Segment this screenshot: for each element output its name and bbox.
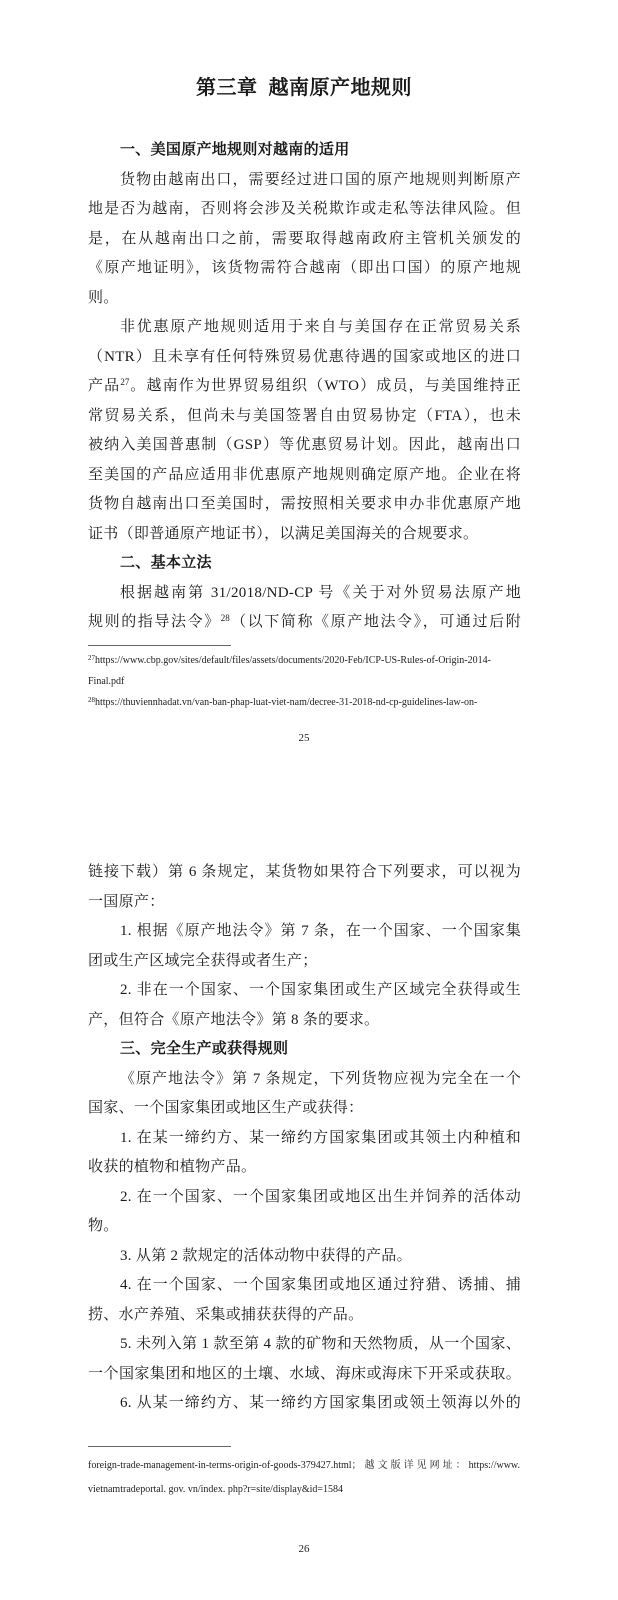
text-line: 链接下载）第 6 条规定，某货物如果符合下列要求，可以视为 xyxy=(88,864,521,880)
text-line: 则。 xyxy=(88,289,119,306)
footnote-url: https://thuviennhadat.vn/van-ban-phap-luat-viet-nam/decree-31-2018-nd-cp-guidelines-law-on- xyxy=(95,697,478,708)
line-text: 产品 xyxy=(88,378,121,394)
text-line: （NTR）且未享有任何特殊贸易优惠待遇的国家或地区的进口 xyxy=(88,348,521,365)
text-line: 捞、水产养殖、采集或捕获获得的产品。 xyxy=(88,1306,364,1323)
footnote-url: https://www.cbp.gov/sites/default/files/assets/documents/2020-Feb/ICP-US-Rules-of-Origin-2014- xyxy=(95,655,491,666)
footnote-ref-28: 28 xyxy=(220,613,230,623)
text-line: 被纳入美国普惠制（GSP）等优惠贸易计划。因此，越南出口 xyxy=(88,437,521,453)
text-line: 是，在从越南出口之前，需要取得越南政府主管机关颁发的 xyxy=(88,230,521,247)
page-number: 26 xyxy=(298,1543,310,1555)
footnote-mark: 27 xyxy=(88,654,95,662)
footnote-28-continued: foreign-trade-management-in-terms-origin-of-goods-379427.html；越文版详见网址：https://www. xyxy=(88,1460,520,1471)
list-item-3 xyxy=(88,1242,521,1272)
line-text: 规则的指导法令》 xyxy=(88,614,221,630)
text-line: 一个国家集团和地区的土壤、水域、海床或海床下开采或获取。 xyxy=(88,1365,521,1382)
text-line: 1. 在某一缔约方、某一缔约方国家集团或其领土内种植和 xyxy=(120,1129,521,1146)
line-text: 。越南作为世界贸易组织（WTO）成员，与美国维持正 xyxy=(129,378,521,394)
paragraph-2 xyxy=(88,313,521,549)
footnote-27-continued: Final.pdf xyxy=(88,676,125,687)
text-line: 收获的植物和植物产品。 xyxy=(88,1159,257,1175)
section-heading-3: 三、完全生产或获得规则 xyxy=(120,1041,289,1057)
text-line: 《原产地法令》第 7 条规定，下列货物应视为完全在一个 xyxy=(120,1070,521,1087)
page-body xyxy=(88,136,521,638)
footnotes xyxy=(88,650,520,713)
text-line: 证书（即普通原产地证书），以满足美国海关的合规要求。 xyxy=(88,525,479,542)
paragraph-3-continued xyxy=(88,858,521,917)
list-item-5 xyxy=(88,1330,521,1389)
section-heading-1: 一、美国原产地规则对越南的适用 xyxy=(120,142,350,158)
text-line: 非优惠原产地规则适用于来自与美国存在正常贸易关系 xyxy=(120,319,521,335)
text-line: 国家、一个国家集团或地区生产或获得： xyxy=(88,1100,364,1116)
page-body xyxy=(88,858,521,1419)
text-line: 2. 非在一个国家、一个国家集团或生产区域完全获得或生 xyxy=(120,982,521,998)
text-line: 物。 xyxy=(88,1218,119,1234)
paragraph-3 xyxy=(88,579,521,638)
text-line xyxy=(88,372,521,402)
page-number: 25 xyxy=(298,732,310,744)
page-26 xyxy=(0,780,618,1600)
list-item-2 xyxy=(88,1183,521,1242)
criteria-item-2 xyxy=(88,976,521,1035)
text-line xyxy=(88,608,521,638)
text-line: 产，但符合《原产地法令》第 8 条的要求。 xyxy=(88,1011,380,1028)
criteria-item-1 xyxy=(88,917,521,976)
page-25 xyxy=(0,0,618,780)
chapter-title: 第三章 越南原产地规则 xyxy=(196,77,412,99)
footnote-ref-27: 27 xyxy=(120,377,130,387)
footnotes xyxy=(88,1454,520,1502)
text-line: 3. 从第 2 款规定的活体动物中获得的产品。 xyxy=(120,1247,412,1264)
footnote-27 xyxy=(88,650,520,671)
text-line: 《原产地证明》，该货物需符合越南（即出口国）的原产地规 xyxy=(88,260,521,276)
paragraph-1 xyxy=(88,166,521,314)
footnote-28-continued: vietnamtradeportal. gov. vn/index. php?r=site/display&id=1584 xyxy=(88,1484,344,1495)
text-line: 6. 从某一缔约方、某一缔约方国家集团或领土领海以外的 xyxy=(120,1395,521,1411)
list-item-6 xyxy=(88,1389,521,1419)
text-line: 2. 在一个国家、一个国家集团或地区出生并饲养的活体动 xyxy=(120,1188,521,1205)
text-line: 1. 根据《原产地法令》第 7 条，在一个国家、一个国家集 xyxy=(120,923,521,939)
list-item-1 xyxy=(88,1124,521,1183)
text-line: 一国原产： xyxy=(88,893,165,910)
line-text: （以下简称《原产地法令》，可通过后附 xyxy=(229,614,522,630)
text-line: 至美国的产品应适用非优惠原产地规则确定原产地。企业在将 xyxy=(88,466,521,483)
text-line: 常贸易关系，但尚未与美国签署自由贸易协定（FTA），也未 xyxy=(88,407,521,424)
text-line: 根据越南第 31/2018/ND-CP 号《关于对外贸易法原产地 xyxy=(120,584,521,601)
text-line: 货物由越南出口，需要经过进口国的原产地规则判断原产 xyxy=(120,171,521,188)
text-line: 4. 在一个国家、一个国家集团或地区通过狩猎、诱捕、捕 xyxy=(120,1277,521,1293)
text-line: 5. 未列入第 1 款至第 4 款的矿物和天然物质，从一个国家、 xyxy=(120,1336,521,1352)
text-line: 团或生产区域完全获得或者生产； xyxy=(88,952,318,969)
list-item-4 xyxy=(88,1271,521,1330)
paragraph-4 xyxy=(88,1065,521,1124)
section-heading-2: 二、基本立法 xyxy=(120,555,212,571)
footnote-mark: 28 xyxy=(88,696,95,704)
footnote-separator xyxy=(88,1446,231,1447)
footnote-28 xyxy=(88,692,520,713)
text-line: 货物自越南出口至美国时，需按照相关要求申办非优惠原产地 xyxy=(88,496,521,512)
footnote-separator xyxy=(88,645,231,646)
text-line: 地是否为越南，否则将会涉及关税欺诈或走私等法律风险。但 xyxy=(88,201,521,217)
